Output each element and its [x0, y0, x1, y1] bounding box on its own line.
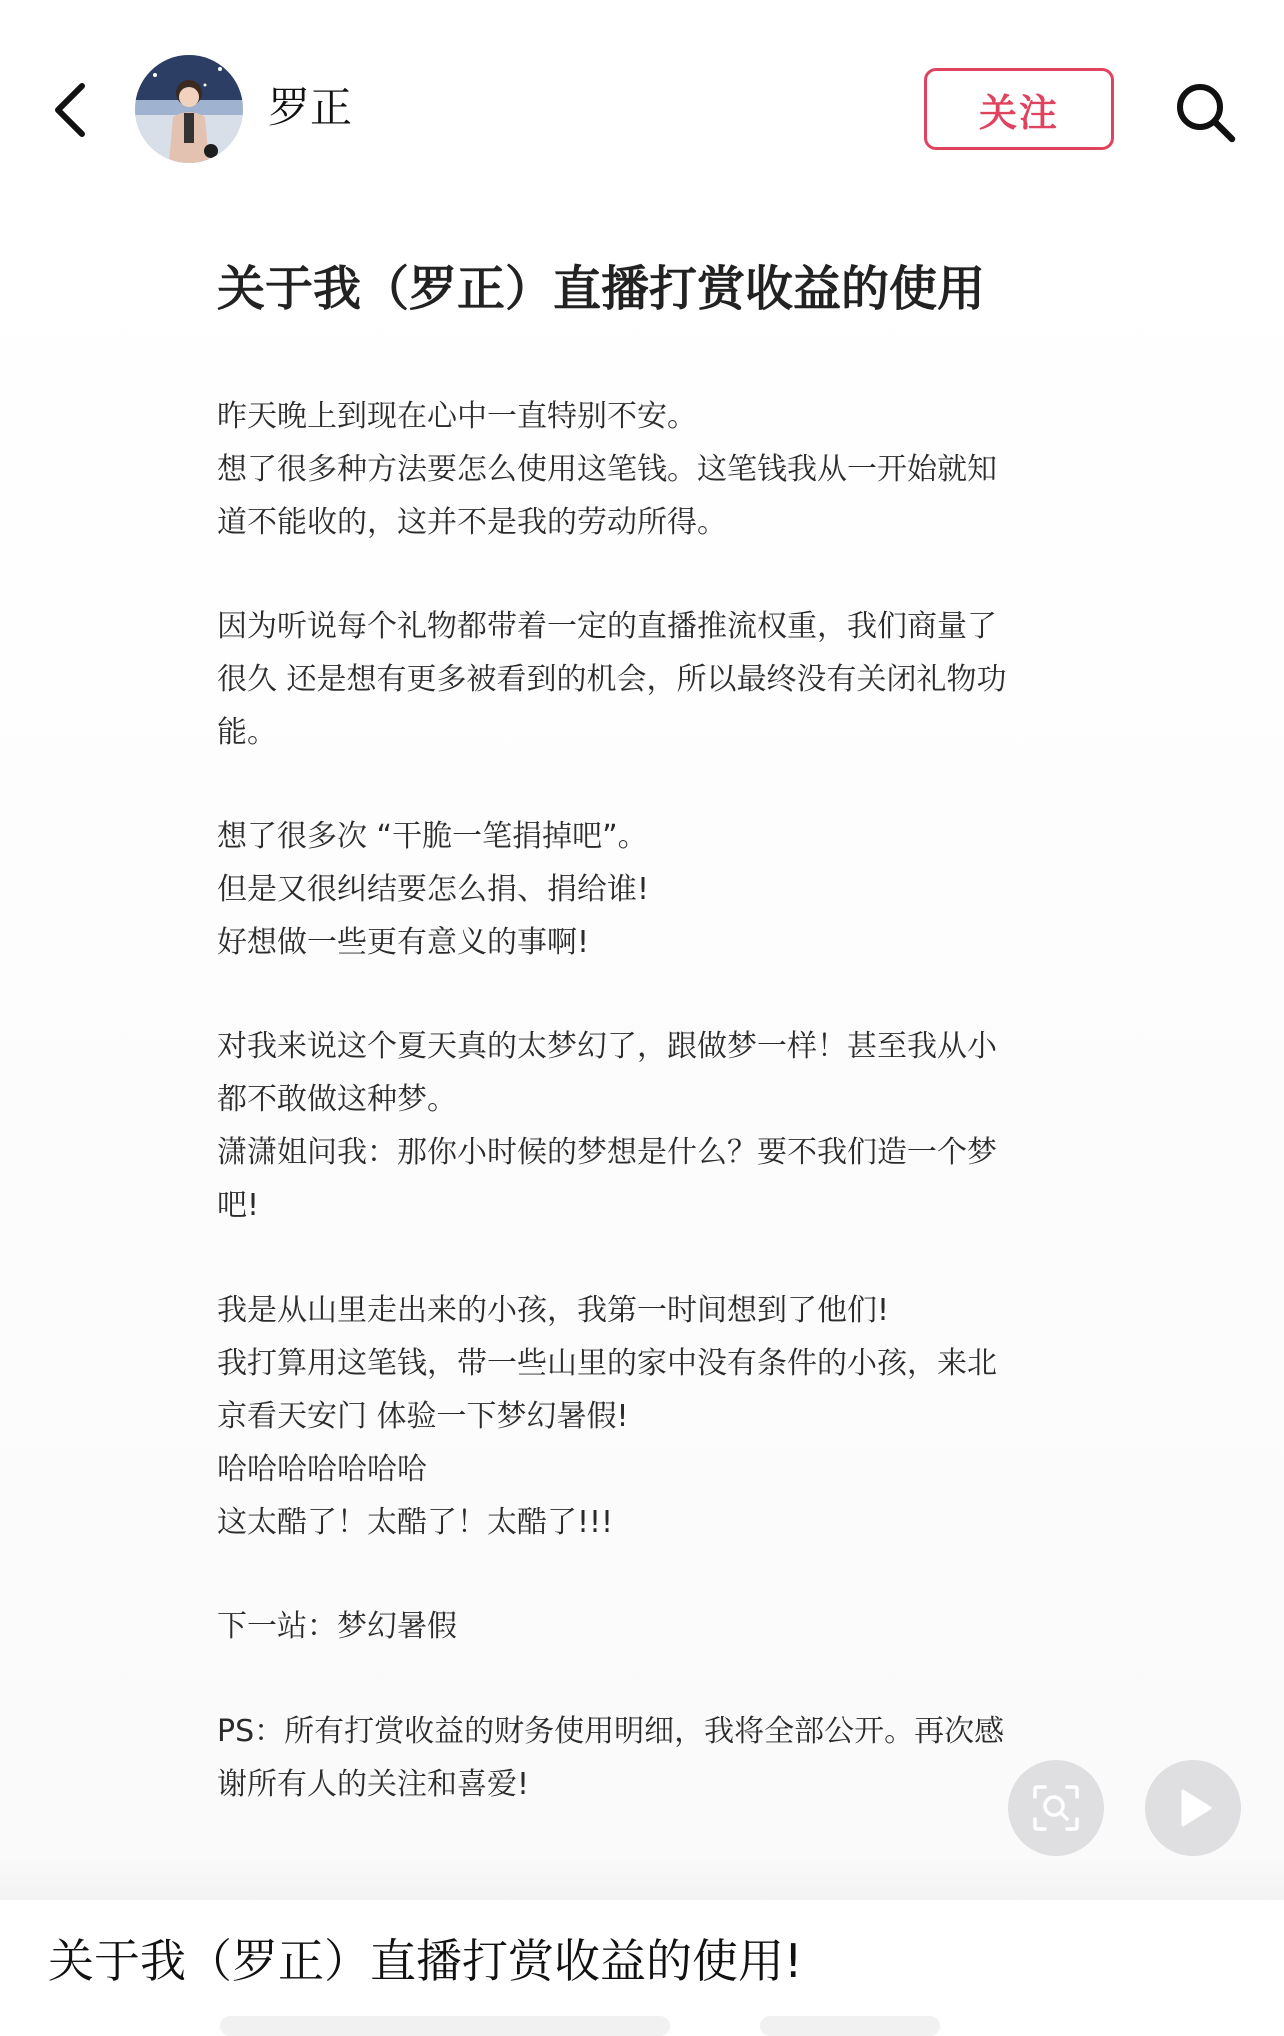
follow-button[interactable]: 关注 [924, 68, 1114, 150]
article-paragraph [217, 600, 1067, 759]
post-caption: 关于我（罗正）直播打赏收益的使用! [48, 1934, 803, 1988]
article-paragraph [217, 390, 1067, 549]
paragraph-line: 很久 还是想有更多被看到的机会，所以最终没有关闭礼物功 [217, 662, 1007, 697]
paragraph-line: 我打算用这笔钱，带一些山里的家中没有条件的小孩，来北 [217, 1346, 997, 1381]
bottom-chip [220, 2016, 670, 2036]
paragraph-line: 这太酷了！太酷了！太酷了!!! [217, 1505, 614, 1540]
paragraph-line: 对我来说这个夏天真的太梦幻了，跟做梦一样！甚至我从小 [217, 1029, 997, 1064]
article-paragraph [217, 810, 1067, 969]
article-title: 关于我（罗正）直播打赏收益的使用 [217, 261, 986, 317]
image-search-icon [1031, 1783, 1081, 1833]
avatar[interactable] [135, 55, 243, 163]
paragraph-line: 下一站：梦幻暑假 [217, 1609, 457, 1644]
article-paragraph [217, 1705, 1067, 1811]
paragraph-line: 京看天安门 体验一下梦幻暑假! [217, 1399, 629, 1434]
article-paragraph [217, 1284, 1067, 1549]
article-fade [0, 1855, 1284, 1900]
back-button[interactable] [40, 70, 100, 150]
article-paragraph [217, 1020, 1067, 1232]
play-icon [1168, 1783, 1218, 1833]
play-button[interactable] [1145, 1760, 1241, 1856]
paragraph-line: 好想做一些更有意义的事啊! [217, 925, 590, 960]
paragraph-line: 但是又很纠结要怎么捐、捐给谁! [217, 872, 650, 907]
bottom-chip [760, 2016, 940, 2036]
paragraph-line: PS：所有打赏收益的财务使用明细，我将全部公开。再次感 [217, 1714, 1005, 1749]
image-search-button[interactable] [1008, 1760, 1104, 1856]
search-button[interactable] [1165, 72, 1245, 152]
article-paragraph [217, 1600, 1067, 1653]
paragraph-line: 想了很多种方法要怎么使用这笔钱。这笔钱我从一开始就知 [217, 452, 997, 487]
avatar-photo [135, 55, 243, 163]
paragraph-line: 道不能收的，这并不是我的劳动所得。 [217, 505, 727, 540]
paragraph-line: 想了很多次 “干脆一笔捐掉吧”。 [217, 819, 648, 854]
paragraph-line: 哈哈哈哈哈哈哈 [217, 1452, 427, 1487]
username[interactable]: 罗正 [268, 83, 353, 132]
paragraph-line: 我是从山里走出来的小孩，我第一时间想到了他们! [217, 1293, 890, 1328]
search-icon [1173, 80, 1237, 144]
paragraph-line: 都不敢做这种梦。 [217, 1082, 457, 1117]
paragraph-line: 昨天晚上到现在心中一直特别不安。 [217, 399, 697, 434]
paragraph-line: 谢所有人的关注和喜爱! [217, 1767, 530, 1802]
paragraph-line: 能。 [217, 715, 277, 750]
paragraph-line: 吧! [217, 1188, 260, 1223]
chevron-left-icon [50, 80, 90, 140]
paragraph-line: 潇潇姐问我：那你小时候的梦想是什么？要不我们造一个梦 [217, 1135, 997, 1170]
top-bar [0, 0, 1284, 191]
paragraph-line: 因为听说每个礼物都带着一定的直播推流权重，我们商量了 [217, 609, 997, 644]
